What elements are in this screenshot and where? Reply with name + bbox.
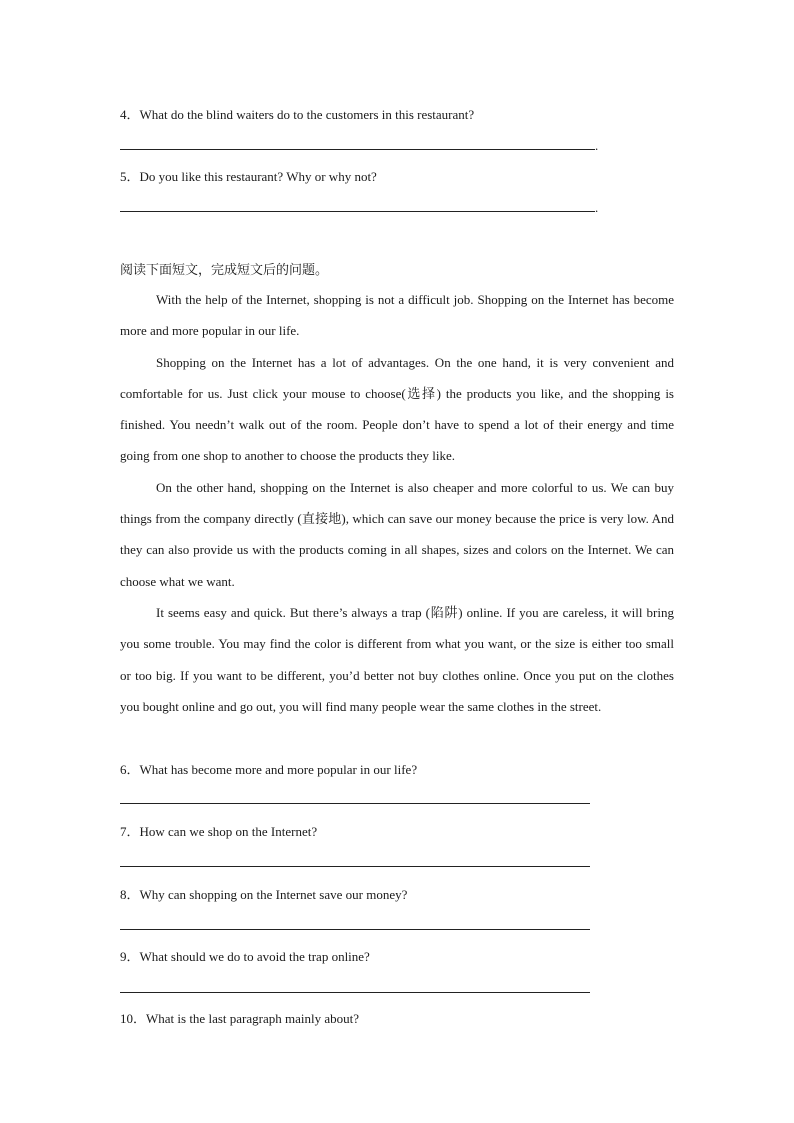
- question-10: 10．What is the last paragraph mainly about?: [120, 1011, 359, 1026]
- answer-line-7[interactable]: [120, 866, 590, 867]
- passage-paragraph-3: On the other hand, shopping on the Internet is also cheaper and more colorful to us. We can buy things from the company directly (直接地), which can save our money because the price is very low. And they can also provide us with the products coming in all shapes, sizes and colors on the Internet. We can choose what we want.: [120, 479, 674, 589]
- question-5: 5．Do you like this restaurant? Why or why not?: [120, 169, 377, 184]
- passage-paragraph-1: With the help of the Internet, shopping is not a difficult job. Shopping on the Internet has become more and more popular in our life.: [120, 292, 674, 339]
- question-9: 9．What should we do to avoid the trap online?: [120, 949, 370, 964]
- answer-line-6[interactable]: [120, 803, 590, 804]
- answer-line-4[interactable]: [120, 149, 595, 150]
- question-8: 8．Why can shopping on the Internet save our money?: [120, 887, 408, 902]
- answer-end-mark-4: .: [595, 138, 599, 153]
- question-6: 6．What has become more and more popular in our life?: [120, 762, 418, 777]
- reading-passage: [120, 284, 674, 722]
- section-heading: 阅读下面短文，完成短文后的问题。: [120, 263, 329, 278]
- answer-end-mark-5: .: [595, 200, 599, 215]
- passage-paragraph-4: It seems easy and quick. But there’s always a trap (陷阱) online. If you are careless, it will bring you some trouble. You may find the color is different from what you want, or the size is either too small or too big. If you want to be different, you’d better not buy clothes online. Once you put on the clothes you bought online and go out, you will find many people wear the same clothes in the street.: [120, 604, 674, 714]
- answer-line-8[interactable]: [120, 929, 590, 930]
- passage-paragraph-2: Shopping on the Internet has a lot of advantages. On the one hand, it is very convenient and comfortable for us. Just click your mouse to choose(选择) the products you like, and the shopping is finished. You needn’t walk out of the room. People don’t have to spend a lot of their energy and time going from one shop to another to choose the products they like.: [120, 354, 674, 464]
- answer-line-5[interactable]: [120, 211, 595, 212]
- question-7: 7．How can we shop on the Internet?: [120, 824, 318, 839]
- answer-line-9[interactable]: [120, 992, 590, 993]
- question-4: 4．What do the blind waiters do to the customers in this restaurant?: [120, 107, 475, 122]
